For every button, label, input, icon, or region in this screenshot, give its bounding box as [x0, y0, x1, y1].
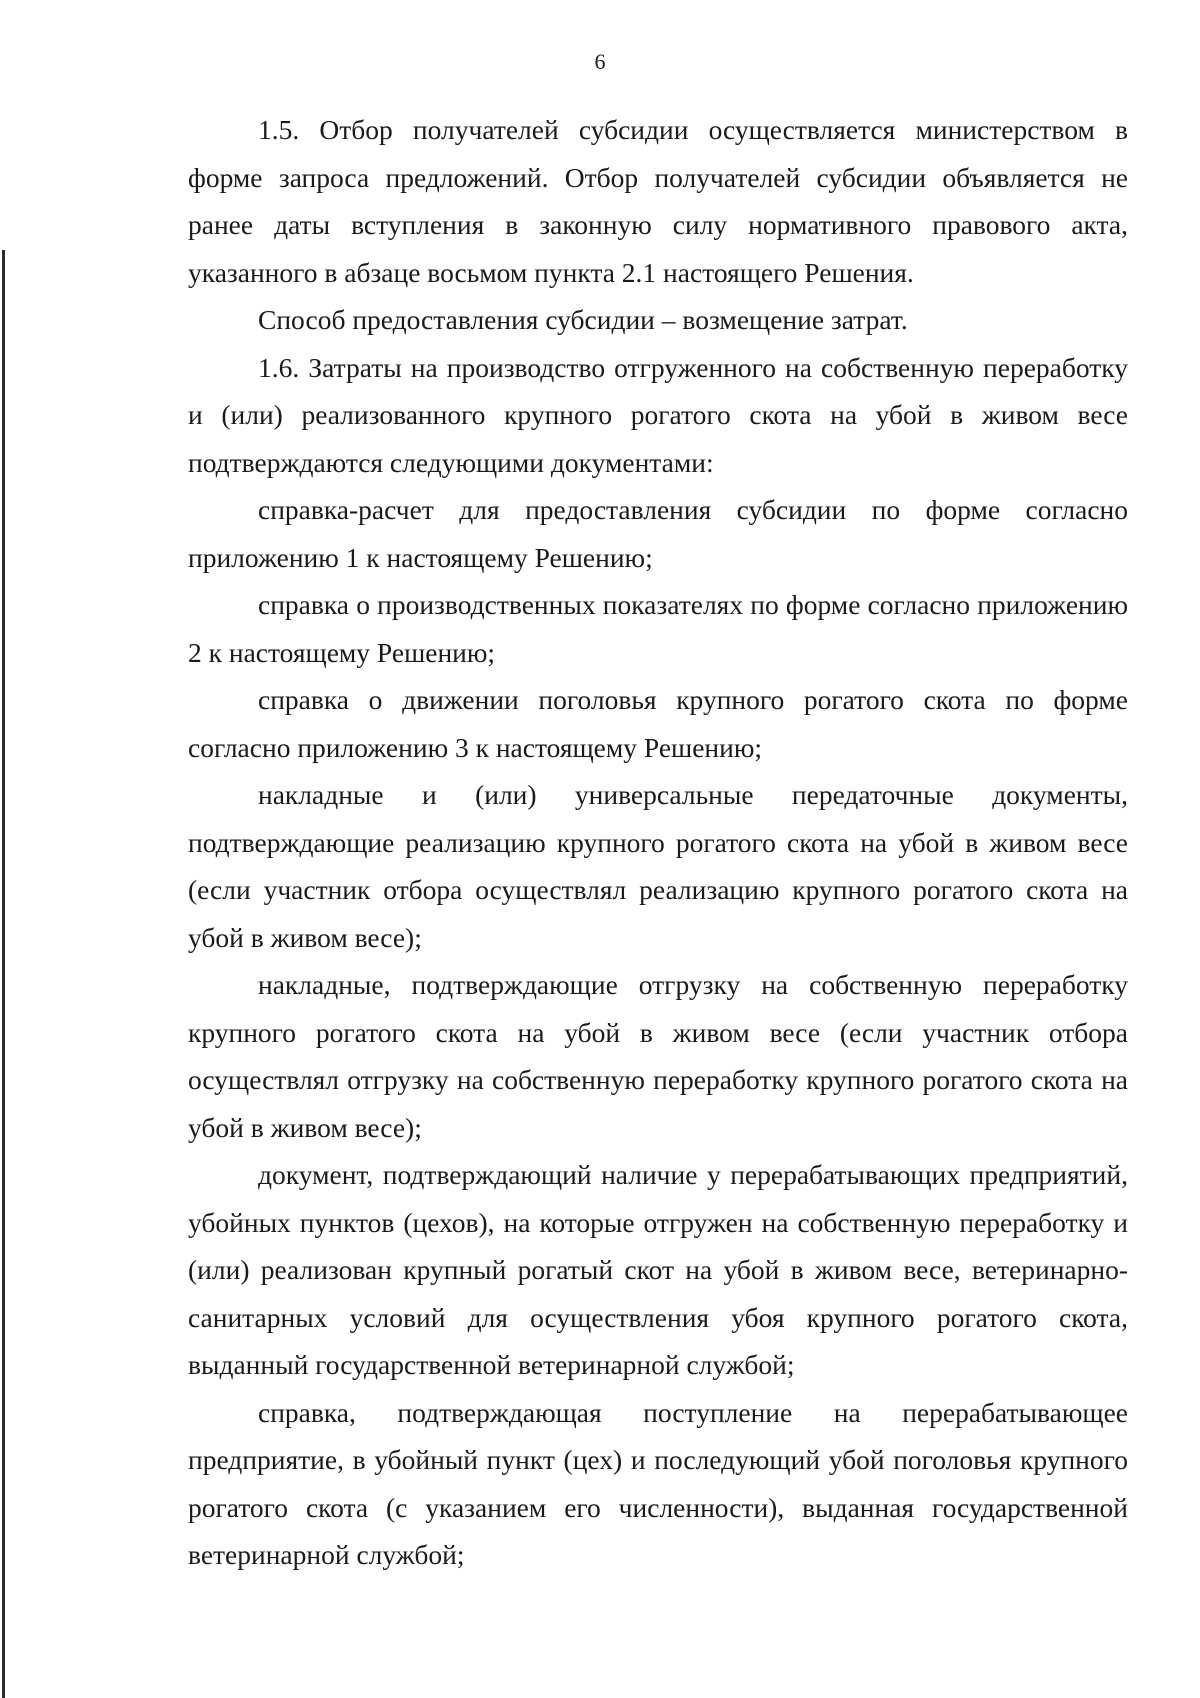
list-item-veterinary-conditions: документ, подтверждающий наличие у перерабатывающих предприятий, убойных пунктов (цехов), на которые отгружен на собственную переработку и (или) реализован крупный рогатый скот на убой в живом весе, ветеринарно-санитарных условий для осуществления убоя крупного рогатого скота, выданный государственной ветеринарной службой;	[188, 1159, 1128, 1380]
list-item-production-indicators: справка о производственных показателях по форме согласно приложению 2 к настоящему Решению;	[188, 589, 1128, 668]
paragraph-1-5: 1.5. Отбор получателей субсидии осуществляется министерством в форме запроса предложений. Отбор получателей субсидии объявляется не ранее даты вступления в законную силу нормативного правового акта, указанного в абзаце восьмом пункта 2.1 настоящего Решения.	[188, 114, 1128, 288]
paragraph-1-6: 1.6. Затраты на производство отгруженного на собственную переработку и (или) реализованного крупного рогатого скота на убой в живом весе подтверждаются следующими документами:	[188, 351, 1128, 478]
list-item-invoices-shipment: накладные, подтверждающие отгрузку на собственную переработку крупного рогатого скота на убой в живом весе (если участник отбора осуществлял отгрузку на собственную переработку крупного рогатого скота на убой в живом весе);	[188, 969, 1128, 1143]
document-body	[188, 106, 1128, 1579]
page-number: 6	[594, 49, 606, 74]
scan-edge-line	[2, 250, 5, 1698]
paragraph-subsidy-method: Способ предоставления субсидии – возмещение затрат.	[258, 304, 908, 335]
list-item-invoices-sale: накладные и (или) универсальные передаточные документы, подтверждающие реализацию крупного рогатого скота на убой в живом весе (если участник отбора осуществлял реализацию крупного рогатого скота на убой в живом весе);	[188, 779, 1128, 953]
list-item-slaughter-certificate: справка, подтверждающая поступление на перерабатывающее предприятие, в убойный пункт (цех) и последующий убой поголовья крупного рогатого скота (с указанием его численности), выданная государственной ветеринарной службой;	[188, 1396, 1128, 1570]
list-item-livestock-movement: справка о движении поголовья крупного рогатого скота по форме согласно приложению 3 к настоящему Решению;	[188, 684, 1128, 763]
list-item-calculation: справка-расчет для предоставления субсидии по форме согласно приложению 1 к настоящему Решению;	[188, 494, 1128, 573]
